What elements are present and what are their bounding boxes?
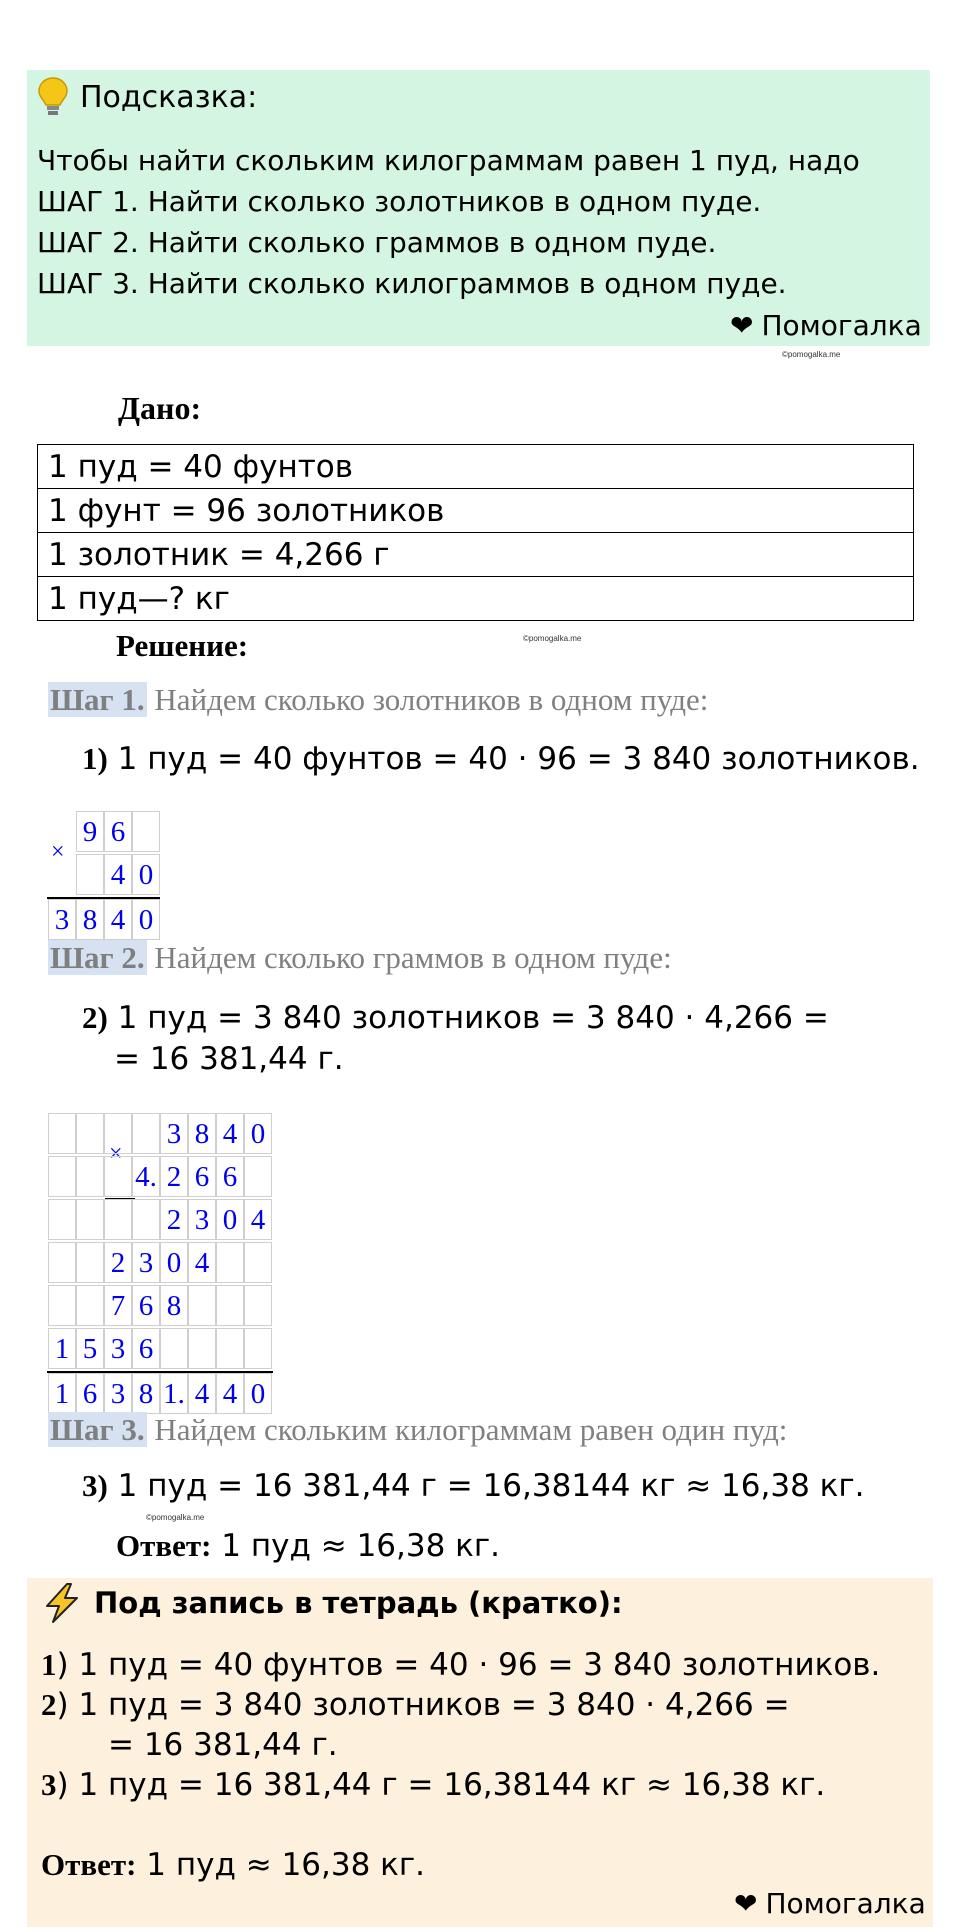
step-text: Найдем скольким килограммам равен один пуд: (146, 1412, 788, 1447)
equation-number: 3) (82, 1468, 108, 1503)
multiply-sign: × (51, 839, 65, 865)
notebook-title: Под запись в тетрадь (кратко): (94, 1586, 623, 1620)
digit-cell: 2 (160, 1156, 188, 1197)
digit-cell: 2 (104, 1242, 132, 1283)
digit-cell: 4 (188, 1373, 216, 1414)
step-text: Найдем сколько золотников в одном пуде: (146, 682, 709, 717)
hint-step-text: Найти сколько граммов в одном пуде. (138, 226, 717, 259)
hint-step-label: ШАГ 1. (37, 185, 139, 218)
digit-cell: 8 (160, 1285, 188, 1326)
step-2-equation-cont: = 16 381,44 г. (114, 1041, 344, 1077)
step-text: Найдем сколько граммов в одном пуде: (146, 940, 672, 975)
lightning-icon (41, 1582, 83, 1624)
digit-cell (76, 1285, 104, 1326)
digit-cell (188, 1328, 216, 1369)
digit-cell (216, 1285, 244, 1326)
digit-cell: 1 (48, 1328, 76, 1369)
given-table (37, 444, 914, 621)
step-1-heading (48, 682, 708, 718)
digit-cell: 0 (160, 1242, 188, 1283)
hint-step-text: Найти сколько килограммов в одном пуде. (138, 267, 787, 300)
answer-text: 1 пуд ≈ 16,38 кг. (136, 1847, 426, 1883)
digit-cell: 0 (244, 1373, 272, 1414)
digit-cell (188, 1285, 216, 1326)
heart-icon: ❤ (734, 1887, 758, 1920)
digit-cell: 0 (244, 1113, 272, 1154)
equation-number: 1) (82, 741, 108, 776)
digit-cell: 4. (132, 1156, 160, 1197)
digit-cell (132, 1199, 160, 1240)
digit-cell: 4 (104, 854, 132, 895)
digit-cell: 0 (132, 899, 160, 940)
digit-cell: 6 (76, 1373, 104, 1414)
hint-step-3 (37, 267, 787, 300)
digit-cell (76, 1113, 104, 1154)
line-text: ) 1 пуд = 3 840 золотников = 3 840 · 4,266 = (56, 1687, 790, 1723)
digit-cell (244, 1242, 272, 1283)
digit-cell: 3 (188, 1199, 216, 1240)
digit-cell (76, 854, 104, 895)
digit-cell (244, 1156, 272, 1197)
answer-label: Ответ: (116, 1528, 212, 1563)
step-2-equation (82, 1000, 829, 1036)
line-text: ) 1 пуд = 40 фунтов = 40 · 96 = 3 840 золотников. (56, 1647, 881, 1683)
given-row: 1 золотник = 4,266 г (38, 533, 914, 577)
step-label: Шаг 3. (50, 1412, 145, 1447)
digit-cell (244, 1328, 272, 1369)
notebook-line-3 (41, 1767, 825, 1803)
digit-cell: 7 (104, 1285, 132, 1326)
hint-intro: Чтобы найти скольким килограммам равен 1 пуд, надо (37, 144, 860, 177)
step-1-equation (82, 741, 920, 777)
digit-cell: 6 (216, 1156, 244, 1197)
digit-cell: 3 (104, 1328, 132, 1369)
digit-cell (48, 1113, 76, 1154)
digit-cell: 6 (188, 1156, 216, 1197)
digit-cell (76, 1199, 104, 1240)
watermark: ©pomogalka.me (782, 350, 841, 359)
digit-cell: 6 (132, 1328, 160, 1369)
brand-text: Помогалка (761, 309, 922, 342)
equation-text: 1 пуд = 40 фунтов = 40 · 96 = 3 840 золотников. (107, 741, 920, 777)
hint-title: Подсказка: (80, 80, 258, 115)
solution-title: Решение: (116, 628, 249, 663)
answer (116, 1528, 500, 1564)
digit-cell: 8 (76, 899, 104, 940)
notebook-line-2 (41, 1687, 790, 1723)
digit-cell (104, 1199, 132, 1240)
given-row: 1 фунт = 96 золотников (38, 489, 914, 533)
line-number: 1 (41, 1647, 57, 1682)
notebook-line-1 (41, 1647, 880, 1683)
watermark: ©pomogalka.me (523, 634, 582, 643)
digit-cell: 1 (48, 1373, 76, 1414)
digit-cell: 3 (104, 1373, 132, 1414)
line-number: 2 (41, 1687, 57, 1722)
given-row: 1 пуд—? кг (38, 577, 914, 621)
step-3-equation (82, 1468, 865, 1504)
watermark: ©pomogalka.me (146, 1513, 205, 1522)
digit-cell (48, 1285, 76, 1326)
digit-cell (48, 1242, 76, 1283)
digit-cell: 6 (104, 811, 132, 852)
digit-cell (216, 1328, 244, 1369)
line-text: ) 1 пуд = 16 381,44 г = 16,38144 кг ≈ 16,38 кг. (56, 1767, 826, 1803)
heart-icon: ❤ (730, 309, 754, 342)
digit-cell (216, 1242, 244, 1283)
digit-cell: 6 (132, 1285, 160, 1326)
digit-cell (160, 1328, 188, 1369)
digit-cell (132, 1113, 160, 1154)
notebook-answer (41, 1847, 425, 1883)
given-title: Дано: (118, 390, 202, 426)
digit-cell: 3 (132, 1242, 160, 1283)
digit-cell (48, 1156, 76, 1197)
digit-cell (48, 1199, 76, 1240)
equation-number: 2) (82, 1000, 108, 1035)
hint-step-label: ШАГ 3. (37, 267, 139, 300)
step-label: Шаг 2. (50, 940, 145, 975)
digit-cell: 4 (188, 1242, 216, 1283)
digit-cell: 4 (104, 899, 132, 940)
digit-cell: 4 (216, 1373, 244, 1414)
brand-label (730, 309, 922, 342)
digit-cell: 0 (132, 854, 160, 895)
multiply-sign: × (109, 1141, 123, 1167)
digit-cell: 2 (160, 1199, 188, 1240)
equation-text: 1 пуд = 3 840 золотников = 3 840 · 4,266 = (107, 1000, 829, 1036)
digit-cell: 1. (160, 1373, 188, 1414)
hint-step-2 (37, 226, 716, 259)
digit-cell: 0 (216, 1199, 244, 1240)
answer-text: 1 пуд ≈ 16,38 кг. (211, 1528, 501, 1564)
digit-cell (76, 1242, 104, 1283)
digit-cell: 5 (76, 1328, 104, 1369)
hint-step-1 (37, 185, 761, 218)
digit-cell: 9 (76, 811, 104, 852)
hint-step-text: Найти сколько золотников в одном пуде. (138, 185, 762, 218)
digit-cell: 3 (48, 899, 76, 940)
step-3-heading (48, 1412, 787, 1448)
hint-step-label: ШАГ 2. (37, 226, 139, 259)
digit-cell (132, 811, 160, 852)
answer-label: Ответ: (41, 1847, 137, 1882)
result-line (47, 1371, 273, 1373)
digit-cell (244, 1285, 272, 1326)
digit-cell: 8 (188, 1113, 216, 1154)
step-2-heading (48, 940, 672, 976)
equation-text: 1 пуд = 16 381,44 г = 16,38144 кг ≈ 16,38 кг. (107, 1468, 865, 1504)
digit-cell (104, 1113, 132, 1154)
digit-cell: 8 (132, 1373, 160, 1414)
step-label: Шаг 1. (50, 682, 145, 717)
digit-cell: 3 (160, 1113, 188, 1154)
line-number: 3 (41, 1767, 57, 1802)
brand-text: Помогалка (765, 1887, 926, 1920)
given-row: 1 пуд = 40 фунтов (38, 445, 914, 489)
digit-cell (104, 1156, 132, 1197)
lightbulb-icon (36, 76, 70, 118)
brand-label (734, 1887, 926, 1920)
digit-cell (76, 1156, 104, 1197)
digit-cell: 4 (216, 1113, 244, 1154)
digit-cell: 4 (244, 1199, 272, 1240)
notebook-line-2-cont: = 16 381,44 г. (108, 1727, 338, 1763)
